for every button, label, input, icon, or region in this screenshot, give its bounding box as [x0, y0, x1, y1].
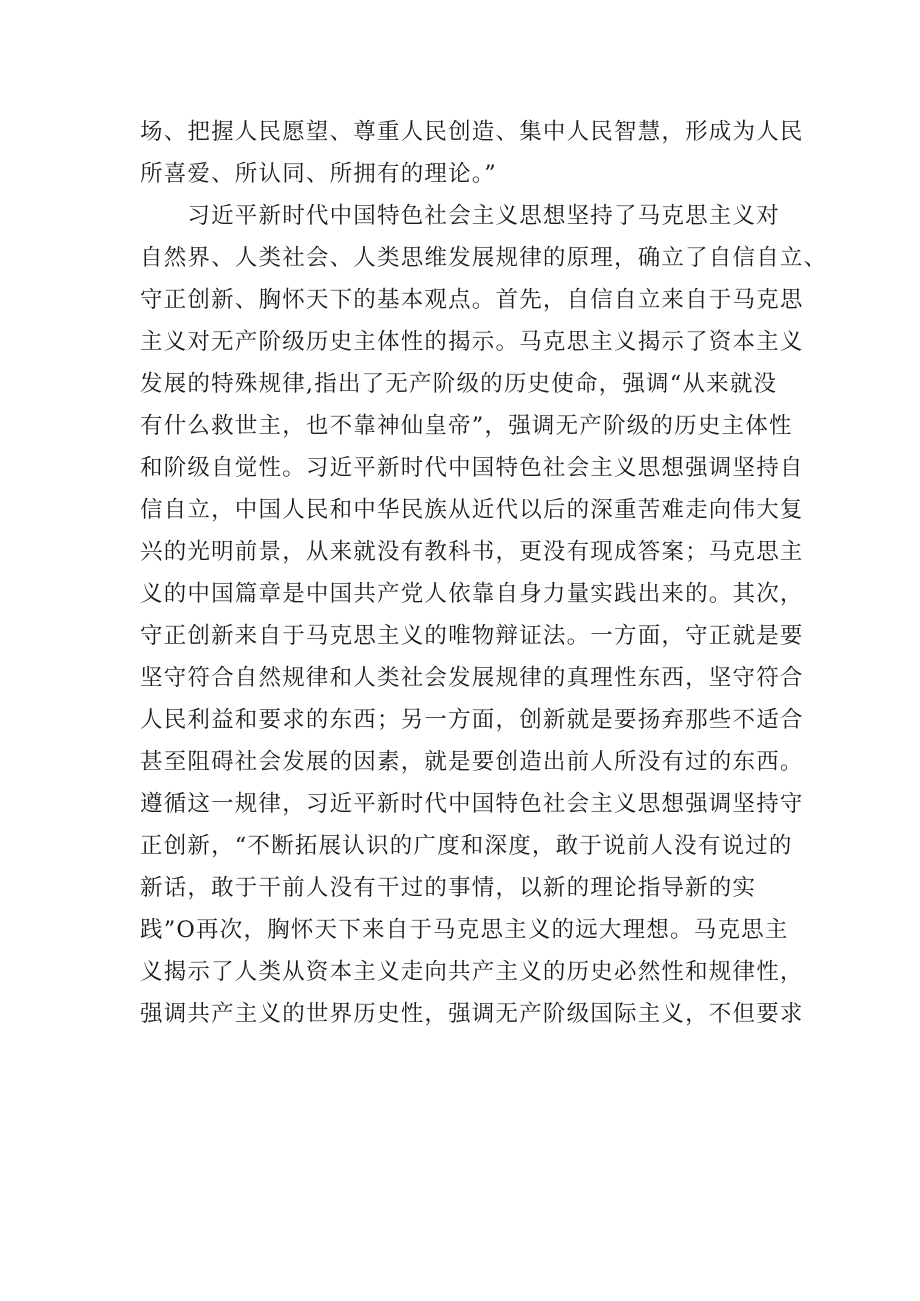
text-line: 强调共产主义的世界历史性，强调无产阶级国际主义，不但要求: [140, 1001, 804, 1027]
text-line: 践”O再次，胸怀天下来自于马克思主义的远大理想。马克思主: [140, 917, 789, 943]
text-line: 信自立，中国人民和中华民族从近代以后的深重苦难走向伟大复: [140, 497, 804, 523]
text-line: 兴的光明前景，从来就没有教科书，更没有现成答案；马克思主: [140, 539, 804, 565]
text-line: 有什么救世主，也不靠神仙皇帝”，强调无产阶级的历史主体性: [140, 413, 793, 439]
text-line: 义揭示了人类从资本主义走向共产主义的历史必然性和规律性，: [140, 959, 804, 985]
text-line: 场、把握人民愿望、尊重人民创造、集中人民智慧，形成为人民: [140, 119, 804, 145]
text-line: 所喜爱、所认同、所拥有的理论。”: [140, 161, 497, 187]
text-line: 坚守符合自然规律和人类社会发展规律的真理性东西，坚守符合: [140, 665, 804, 691]
text-line: 甚至阻碍社会发展的因素，就是要创造出前人所没有过的东西。: [140, 749, 804, 775]
text-line: 人民利益和要求的东西；另一方面，创新就是要扬弃那些不适合: [140, 707, 804, 733]
text-line: 正创新，“不断拓展认识的广度和深度，敢于说前人没有说过的: [140, 833, 793, 859]
text-line: 和阶级自觉性。习近平新时代中国特色社会主义思想强调坚持自: [140, 455, 804, 481]
body-text: [140, 111, 828, 1035]
text-line: 习近平新时代中国特色社会主义思想坚持了马克思主义对: [140, 203, 780, 229]
text-line: 自然界、人类社会、人类思维发展规律的原理，确立了自信自立、: [140, 245, 828, 271]
text-line: 发展的特殊规律,指出了无产阶级的历史使命，强调“从来就没: [140, 371, 778, 397]
text-line: 守正创新、胸怀天下的基本观点。首先，自信自立来自于马克思: [140, 287, 804, 313]
text-line: 守正创新来自于马克思主义的唯物辩证法。一方面，守正就是要: [140, 623, 804, 649]
text-line: 遵循这一规律，习近平新时代中国特色社会主义思想强调坚持守: [140, 791, 804, 817]
text-line: 主义对无产阶级历史主体性的揭示。马克思主义揭示了资本主义: [140, 329, 804, 355]
text-line: 新话，敢于干前人没有干过的事情，以新的理论指导新的实: [140, 875, 757, 901]
text-line: 义的中国篇章是中国共产党人依靠自身力量实践出来的。其次，: [140, 581, 804, 607]
